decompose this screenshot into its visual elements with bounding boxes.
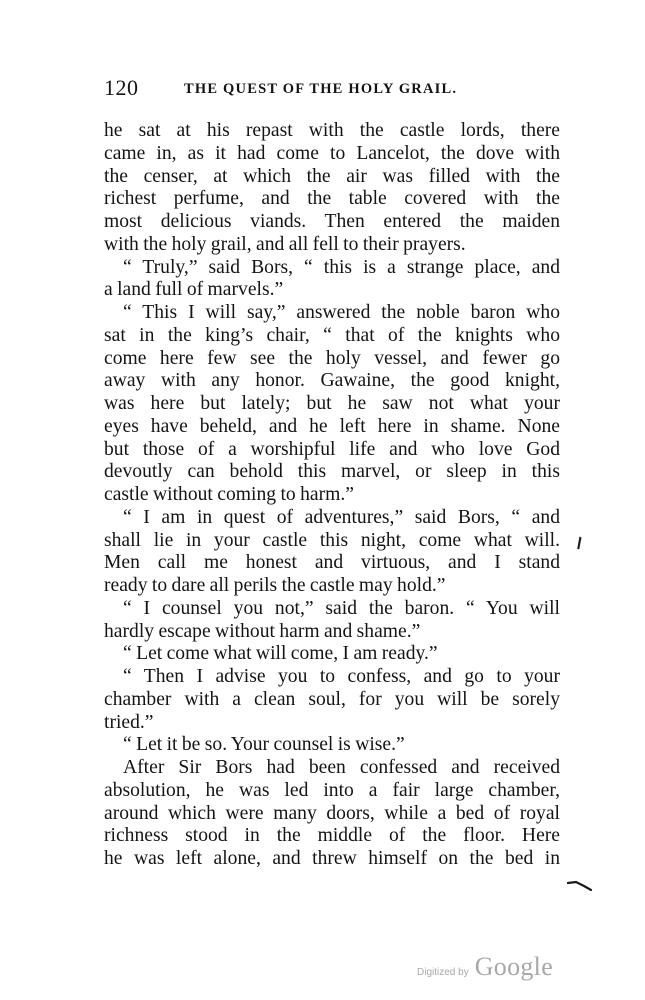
digitized-by-text: Digitized by xyxy=(417,967,469,978)
text-line: devoutly can behold this marvel, or sleep in this xyxy=(104,461,560,483)
text-line: tried.” xyxy=(104,711,154,733)
text-line: After Sir Bors had been confessed and received xyxy=(123,757,560,778)
text-line: “ I counsel you not,” said the baron. “ You will xyxy=(123,597,560,619)
text-line: “ Let it be so. Your counsel is wise.” xyxy=(123,734,405,756)
text-line: the censer, at which the air was filled with the xyxy=(104,165,560,187)
text-line: “ I am in quest of adventures,” said Bors, “ and xyxy=(123,506,560,528)
text-line: was here but lately; but he saw not what your xyxy=(104,393,560,414)
text-line: “ Then I advise you to confess, and go to your xyxy=(123,666,560,687)
text-line: “ This I will say,” answered the noble baron who xyxy=(123,302,560,323)
stray-ink-mark xyxy=(567,880,593,892)
text-line: he sat at his repast with the castle lords, there xyxy=(104,120,560,141)
google-logo: Google xyxy=(474,952,554,981)
text-line: away with any honor. Gawaine, the good knight, xyxy=(104,370,560,392)
margin-ink-mark xyxy=(576,536,582,550)
text-line: richest perfume, and the table covered with the xyxy=(104,188,560,210)
running-title: THE QUEST OF THE HOLY GRAIL. xyxy=(184,81,458,97)
digitized-watermark xyxy=(417,952,553,986)
text-line: castle without coming to harm.” xyxy=(104,484,354,505)
page-number: 120 xyxy=(104,75,139,100)
text-line: sat in the king’s chair, “ that of the knights who xyxy=(104,324,560,346)
page-header xyxy=(104,73,558,105)
text-line: but those of a worshipful life and who love God xyxy=(104,438,560,460)
text-line: shall lie in your castle this night, come what will. xyxy=(104,529,560,551)
text-line: Men call me honest and virtuous, and I stand xyxy=(104,552,560,574)
text-line: with the holy grail, and all fell to their prayers. xyxy=(104,233,466,255)
text-line: a land full of marvels.” xyxy=(104,279,284,301)
text-line: “ Truly,” said Bors, “ this is a strange place, and xyxy=(123,256,560,278)
text-line: come here few see the holy vessel, and fewer go xyxy=(104,347,560,369)
text-line: most delicious viands. Then entered the maiden xyxy=(104,211,560,232)
text-line: “ Let come what will come, I am ready.” xyxy=(123,643,438,665)
text-line: eyes have beheld, and he left here in shame. None xyxy=(104,415,560,437)
text-line: he was left alone, and threw himself on the bed in xyxy=(104,848,560,869)
text-line: came in, as it had come to Lancelot, the dove with xyxy=(104,142,560,164)
body-text xyxy=(104,120,560,871)
text-line: absolution, he was led into a fair large chamber, xyxy=(104,779,560,801)
text-line: hardly escape without harm and shame.” xyxy=(104,620,421,642)
text-line: ready to dare all perils the castle may hold.” xyxy=(104,575,446,596)
text-line: richness stood in the middle of the floor. Here xyxy=(104,825,560,847)
text-line: chamber with a clean soul, for you will be sorely xyxy=(104,688,560,710)
text-line: around which were many doors, while a bed of royal xyxy=(104,802,560,824)
